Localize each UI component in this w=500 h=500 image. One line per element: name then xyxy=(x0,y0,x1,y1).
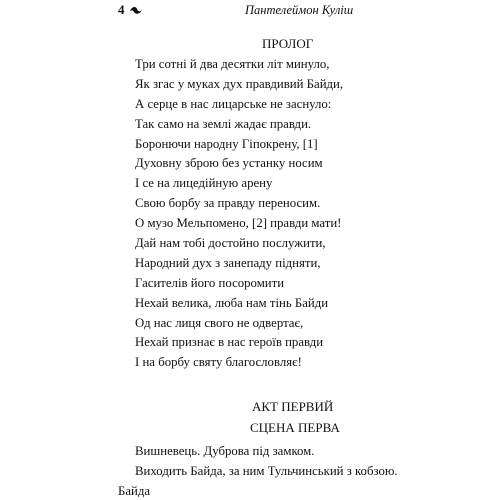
verse-line: О музо Мельпомено, [2] правди мати! xyxy=(135,216,342,231)
verse-line: Дай нам тобі достойно послужити, xyxy=(135,236,326,251)
verse-line: Три сотні й два десятки літ минуло, xyxy=(135,57,330,71)
page-header xyxy=(118,2,143,18)
prolog-title: ПРОЛОГ xyxy=(262,36,314,51)
verse-line: Свою борбу за правду переносим. xyxy=(135,196,321,211)
running-head-author: Пантелеймон Куліш xyxy=(245,3,354,17)
verse-line: Од нас лиця свого не одвертає, xyxy=(135,315,304,330)
verse-line: Нехай признає в нас героїв правди xyxy=(135,335,324,350)
page-number: 4 xyxy=(118,2,125,17)
verse-line: Народний дух з занепаду підняти, xyxy=(135,255,321,270)
verse-line: І се на лицедійную арену xyxy=(135,176,273,191)
verse-line: Нехай велика, люба нам тінь Байди xyxy=(135,295,329,310)
prolog-verse xyxy=(135,55,343,373)
stage-direction: Вишневець. Дуброва під замком. xyxy=(135,444,315,458)
stage-direction: Виходить Байда, за ним Тульчинський з кобзою. xyxy=(135,464,398,478)
verse-line: Як згас у муках дух правдивий Байди, xyxy=(135,76,344,91)
speaker-name: Байда xyxy=(118,484,151,498)
scene-title: СЦЕНА ПЕРВА xyxy=(250,420,340,435)
verse-line: Боронючи народну Гіпокрену, [1] xyxy=(135,136,318,151)
leaf-ornament-icon xyxy=(129,5,143,15)
verse-line: Гасителів його посоромити xyxy=(135,275,285,290)
verse-line: Духовну зброю без устанку носим xyxy=(135,156,323,171)
verse-line: Так само на землі жадає правди. xyxy=(135,116,312,131)
verse-line: А серце в нас лицарське не заснуло: xyxy=(135,96,332,111)
verse-line: І на борбу святу благословляє! xyxy=(135,355,302,370)
act-title: АКТ ПЕРВИЙ xyxy=(252,399,334,414)
